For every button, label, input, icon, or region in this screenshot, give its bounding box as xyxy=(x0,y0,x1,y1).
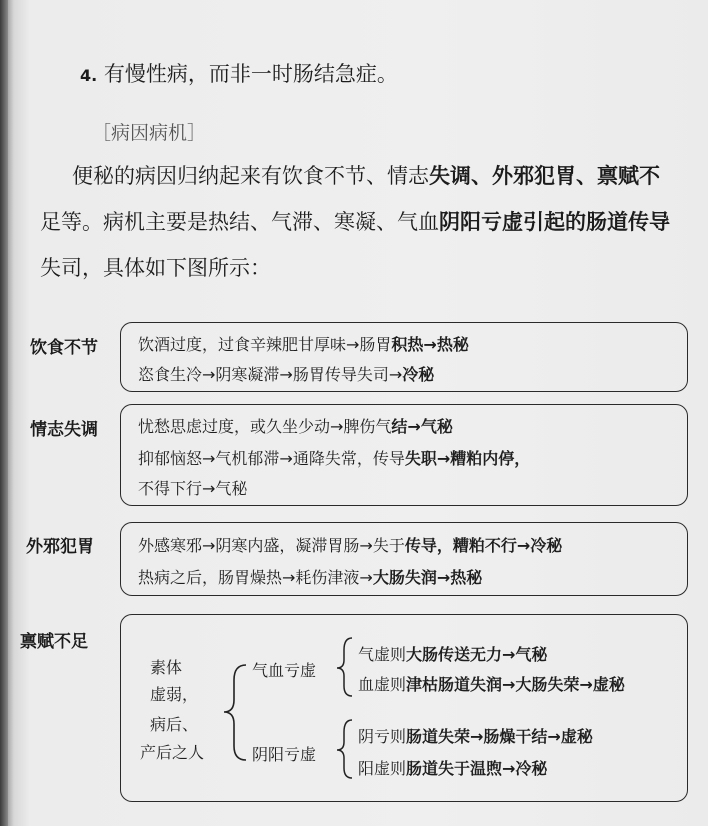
cause-line-1: 素体 xyxy=(150,658,183,677)
row-text: 抑郁恼怒→气机郁滞→通降失常，传导 xyxy=(138,449,405,468)
qi-blood-row-2 xyxy=(358,672,625,695)
cause-line-3: 病后、 xyxy=(150,715,199,734)
row-text-bold: 肠道失于温煦→冷秘 xyxy=(406,759,548,778)
group-label-pathogen: 外邪犯胃 xyxy=(26,537,94,557)
yin-yang-row-2 xyxy=(358,756,547,779)
row-text-bold: 津枯肠道失润→大肠失荣→虚秘 xyxy=(406,675,625,694)
row-text-bold: 大肠失润→热秘 xyxy=(372,568,483,587)
brace-lower xyxy=(337,720,352,778)
row-text-bold: 冷秘 xyxy=(402,365,435,384)
row-text: 恣食生冷→阴寒凝滞→肠胃传导失司→ xyxy=(138,365,403,384)
row-text-bold: 传导，糟粕不行→冷秘 xyxy=(404,536,563,555)
brace-upper xyxy=(337,638,352,696)
section-title: ［病因病机］ xyxy=(92,122,207,144)
row-text-bold: 结→气秘 xyxy=(391,417,453,436)
intro-text: 失司，具体如下图所示： xyxy=(40,256,271,280)
group-label-diet: 饮食不节 xyxy=(30,338,98,358)
row-text: 不得下行→气秘 xyxy=(138,479,248,498)
row-text: 外感寒邪→阴寒内盛，凝滞胃肠→失于 xyxy=(138,536,405,555)
branch-qi-blood: 气血亏虚 xyxy=(252,661,317,680)
row-text: 气虚则 xyxy=(358,645,407,664)
intro-text: 便秘的病因归纳起来有饮食不节、情志 xyxy=(72,164,429,188)
yin-yang-row-1 xyxy=(358,724,593,747)
intro-text-bold: 失调、外邪犯胃、禀赋不 xyxy=(429,163,660,188)
branch-yin-yang: 阴阳亏虚 xyxy=(252,745,317,764)
group-label-emotion: 情志失调 xyxy=(30,420,98,440)
row-text: 忧愁思虑过度，或久坐少动→脾伤气 xyxy=(138,417,392,436)
row-text-bold: 肠道失荣→肠燥干结→虚秘 xyxy=(406,727,593,746)
item-text: 有慢性病，而非一时肠结急症。 xyxy=(103,62,398,86)
brace-main xyxy=(224,665,246,760)
row-text: 饮酒过度，过食辛辣肥甘厚味→肠胃 xyxy=(138,335,392,354)
row-text: 血虚则 xyxy=(358,675,407,694)
item-number: 4. xyxy=(80,66,98,85)
cause-line-4: 产后之人 xyxy=(140,743,205,762)
row-text: 热病之后，肠胃燥热→耗伤津液→ xyxy=(138,568,373,587)
qi-blood-row-1 xyxy=(358,642,547,665)
row-text: 阳虚则 xyxy=(358,759,407,778)
group-label-constitution: 禀赋不足 xyxy=(20,632,88,652)
cause-line-2: 虚弱， xyxy=(150,685,199,704)
row-text-bold: 积热→热秘 xyxy=(391,335,469,354)
row-text-bold: 失职→糟粕内停， xyxy=(404,449,531,468)
row-text: 阴亏则 xyxy=(358,727,407,746)
intro-text: 足等。病机主要是热结、气滞、寒凝、气血 xyxy=(40,210,439,234)
intro-text-bold: 阴阳亏虚引起的肠道传导 xyxy=(439,209,670,234)
row-text-bold: 大肠传送无力→气秘 xyxy=(406,645,548,664)
